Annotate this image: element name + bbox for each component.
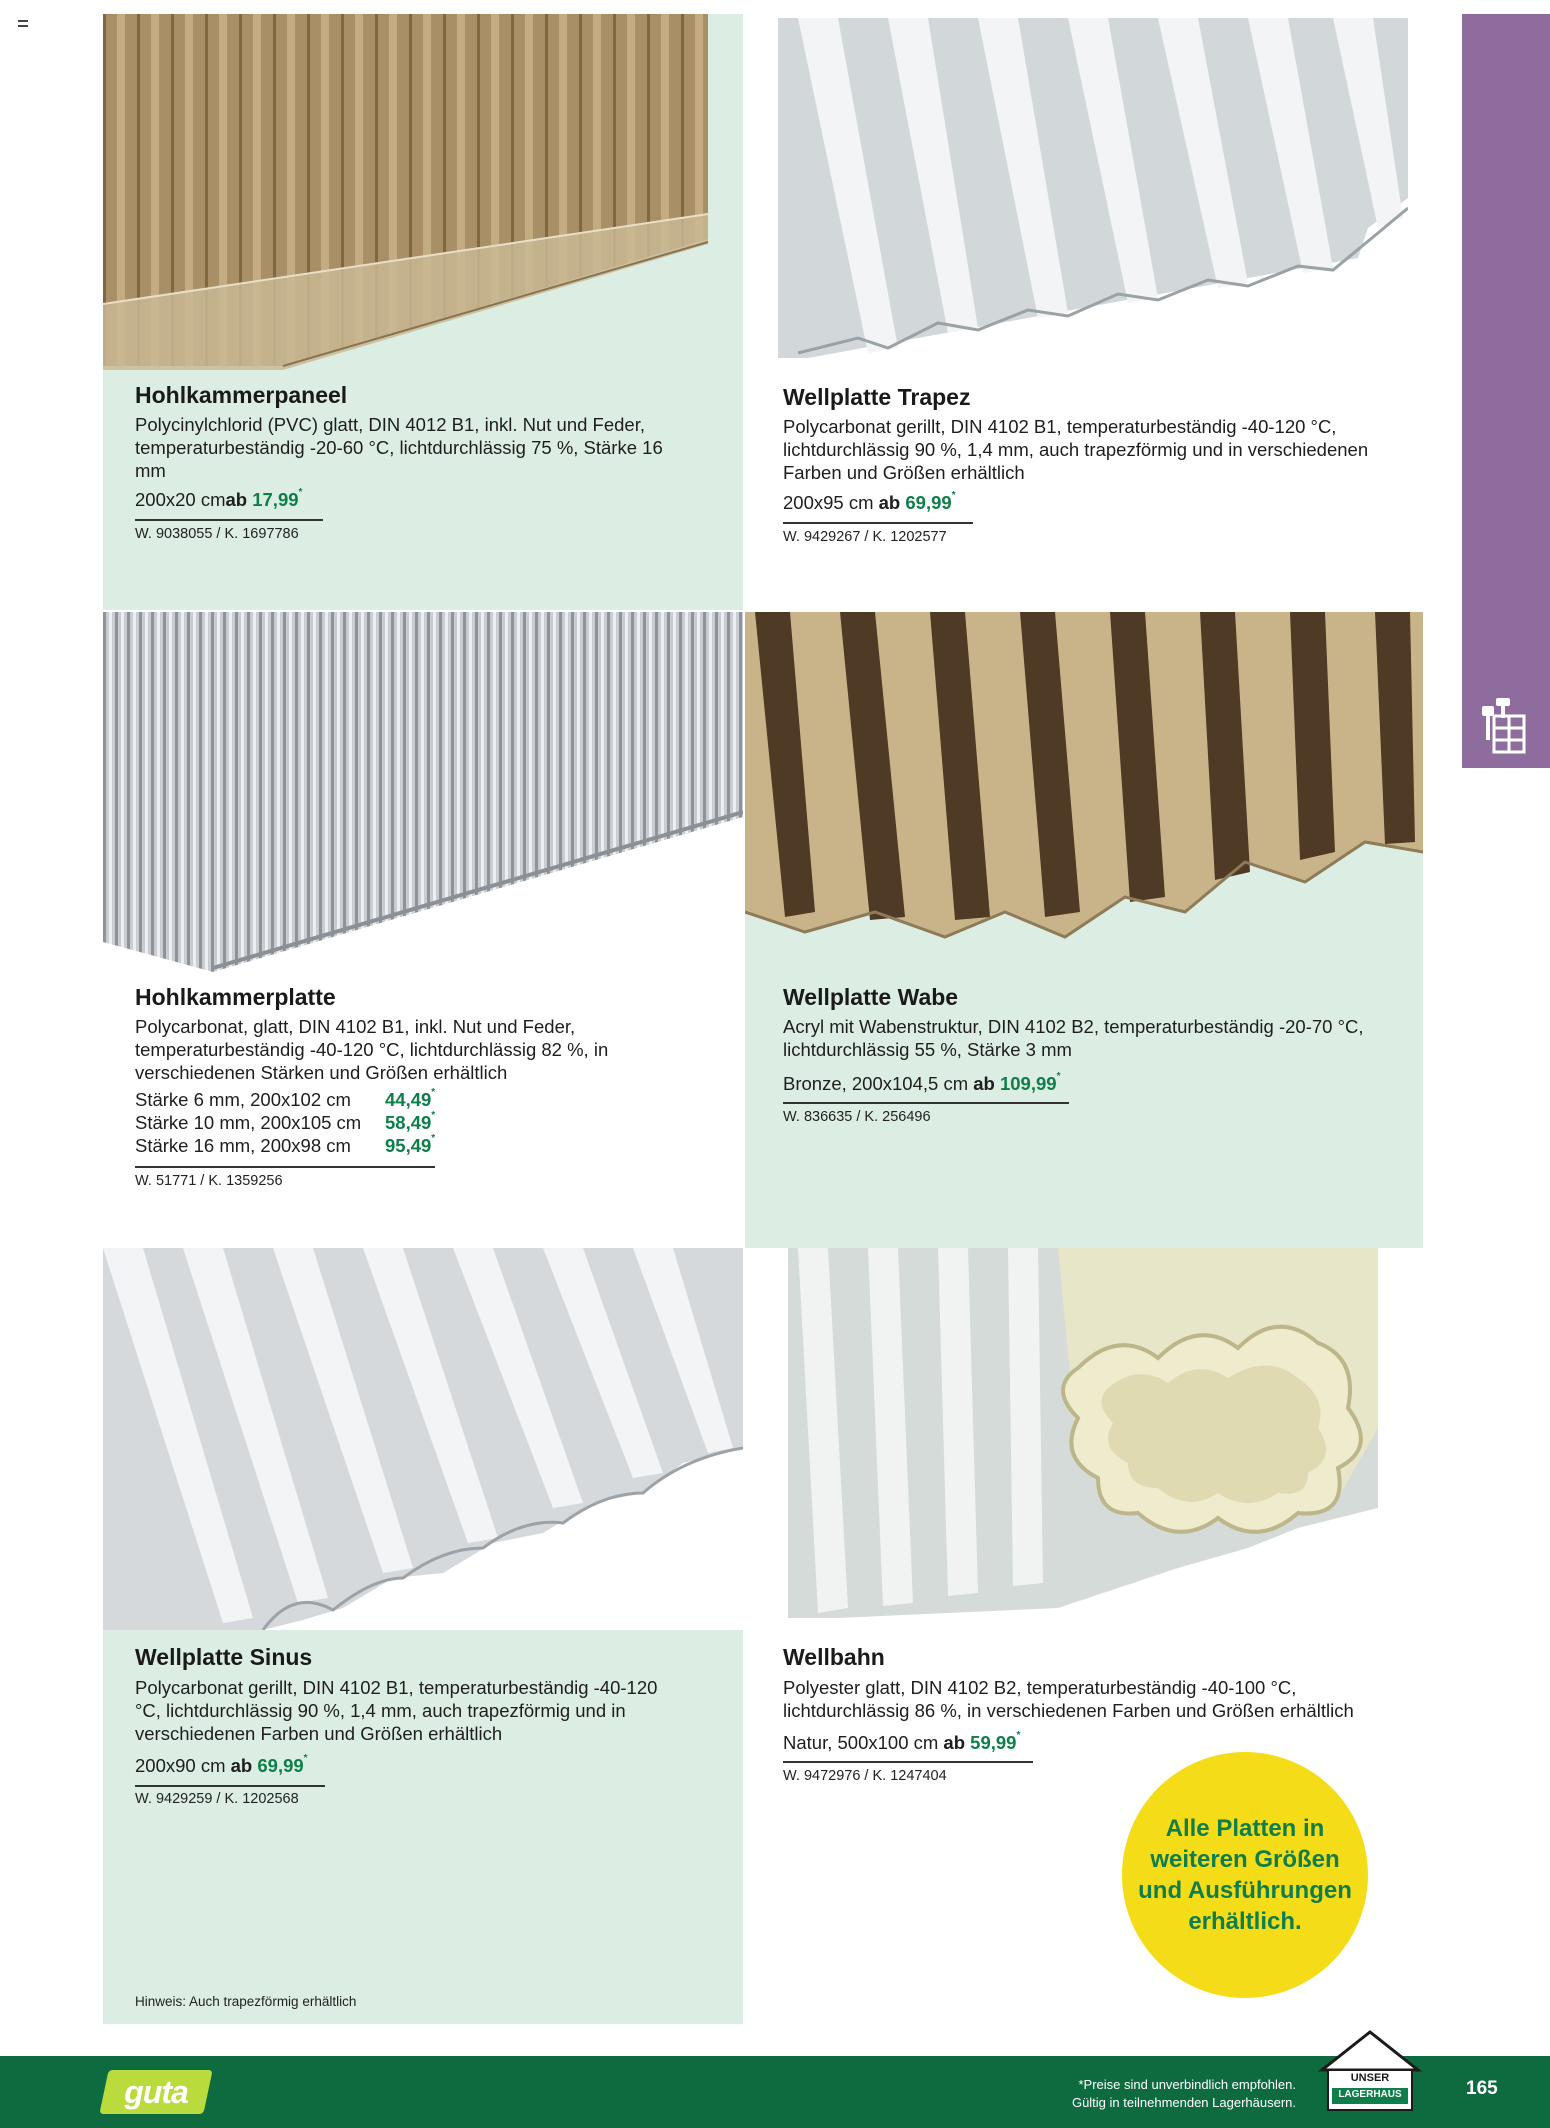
badge-line: und Ausführungen <box>1138 1877 1352 1904</box>
size-label: 200x20 cm <box>135 489 226 510</box>
product-image-hohlkammerpaneel <box>103 14 743 370</box>
price-line <box>783 1073 1060 1095</box>
article-code: W. 836635 / K. 256496 <box>783 1109 931 1125</box>
divider <box>783 1761 1033 1763</box>
badge-line: Alle Platten in <box>1165 1815 1325 1842</box>
size-label: Natur, 500x100 cm <box>783 1732 939 1753</box>
product-description: Polycarbonat, glatt, DIN 4102 B1, inkl. Nut und Feder, temperaturbeständig -40-120 °C, lichtdurchlässig 82 %, in verschiedenen Stärken und Größen erhältlich <box>135 1016 609 1083</box>
divider <box>783 522 973 524</box>
badge-line: erhältlich. <box>1188 1908 1302 1935</box>
article-code: W. 9429259 / K. 1202568 <box>135 1791 299 1807</box>
brand-name: guta <box>124 2074 188 2110</box>
article-code: W. 9429267 / K. 1202577 <box>783 529 947 545</box>
variant-row <box>135 1089 455 1112</box>
variant-row <box>135 1135 455 1158</box>
product-title: Hohlkammerpaneel <box>135 382 348 408</box>
footer-bar <box>0 2056 1550 2128</box>
variant-list <box>135 1089 455 1158</box>
price-line <box>783 492 956 514</box>
product-description: Polycarbonat gerillt, DIN 4102 B1, temperaturbeständig -40-120 °C, lichtdurchlässig 90 %, 1,4 mm, auch trapezförmig und in verschiedenen Farben und Größen erhältlich <box>135 1677 658 1744</box>
size-label: 200x90 cm <box>135 1755 226 1776</box>
divider <box>135 1785 325 1787</box>
ab-label: ab <box>943 1732 966 1753</box>
product-description: Acryl mit Wabenstruktur, DIN 4102 B2, temperaturbeständig -20-70 °C, lichtdurchlässig 55 %, Stärke 3 mm <box>783 1016 1364 1060</box>
product-description: Polycarbonat gerillt, DIN 4102 B1, temperaturbeständig -40-120 °C, lichtdurchlässig 90 %, 1,4 mm, auch trapezförmig und in verschiedenen Farben und Größen erhältlich <box>783 416 1369 483</box>
price-disclaimer: *Preise sind unverbindlich empfohlen. Gültig in teilnehmenden Lagerhäusern. <box>1071 2077 1296 2110</box>
product-image-wellplatte-wabe <box>745 612 1423 942</box>
price: 69,99* <box>905 490 956 513</box>
size-label: Bronze, 200x104,5 cm <box>783 1073 969 1094</box>
category-sidebar <box>1462 14 1550 768</box>
info-badge <box>1122 1752 1368 1998</box>
variant-label: Stärke 16 mm, 200x98 cm <box>135 1135 351 1156</box>
variant-label: Stärke 10 mm, 200x105 cm <box>135 1112 362 1133</box>
corner-mark <box>18 20 28 22</box>
price: 59,99* <box>970 1730 1021 1753</box>
price: 58,49* <box>385 1110 436 1133</box>
price: 109,99* <box>999 1071 1061 1094</box>
variant-row <box>135 1112 455 1135</box>
product-image-wellbahn <box>778 1248 1378 1618</box>
price-line <box>783 1732 1020 1754</box>
ab-label: ab <box>225 489 248 510</box>
divider <box>135 1166 435 1168</box>
article-code: W. 51771 / K. 1359256 <box>135 1173 283 1189</box>
ab-label: ab <box>973 1073 995 1094</box>
product-description: Polyester glatt, DIN 4102 B2, temperaturbeständig -40-100 °C, lichtdurchlässig 86 %, in verschiedenen Farben und Größen erhältlich <box>783 1677 1354 1721</box>
ab-label: ab <box>230 1755 253 1776</box>
price: 44,49* <box>385 1087 436 1110</box>
building-materials-icon <box>1480 694 1528 761</box>
product-image-wellplatte-sinus <box>103 1248 743 1630</box>
price-line <box>135 489 302 511</box>
product-image-hohlkammerplatte <box>103 612 743 972</box>
product-title: Wellplatte Wabe <box>783 984 959 1010</box>
variant-label: Stärke 6 mm, 200x102 cm <box>135 1089 351 1110</box>
product-title: Wellbahn <box>783 1644 885 1670</box>
logo-bottom-text: LAGERHAUS <box>1338 2089 1402 2100</box>
page-number: 165 <box>1466 2078 1498 2099</box>
article-code: W. 9472976 / K. 1247404 <box>783 1768 947 1784</box>
brand-logo <box>99 2070 212 2114</box>
product-description: Polycinylchlorid (PVC) glatt, DIN 4012 B1, inkl. Nut und Feder, temperaturbeständig -20-60 °C, lichtdurchlässig 75 %, Stärke 16 mm <box>135 414 663 481</box>
price: 69,99* <box>257 1753 308 1776</box>
product-image-wellplatte-trapez <box>778 18 1408 358</box>
price-line <box>135 1755 308 1777</box>
size-label: 200x95 cm <box>783 492 874 513</box>
lagerhaus-logo <box>1318 2030 1422 2114</box>
product-title: Wellplatte Sinus <box>135 1644 313 1670</box>
ab-label: ab <box>878 492 901 513</box>
price: 17,99* <box>252 487 303 510</box>
divider <box>135 519 323 521</box>
article-code: W. 9038055 / K. 1697786 <box>135 526 299 542</box>
divider <box>783 1102 1069 1104</box>
corner-mark <box>18 25 28 27</box>
product-title: Hohlkammerplatte <box>135 984 336 1010</box>
product-title: Wellplatte Trapez <box>783 384 971 410</box>
hint-note: Hinweis: Auch trapezförmig erhältlich <box>135 1994 357 2009</box>
price: 95,49* <box>385 1133 436 1156</box>
badge-line: weiteren Größen <box>1150 1846 1340 1873</box>
logo-top-text: UNSER <box>1350 2072 1390 2084</box>
